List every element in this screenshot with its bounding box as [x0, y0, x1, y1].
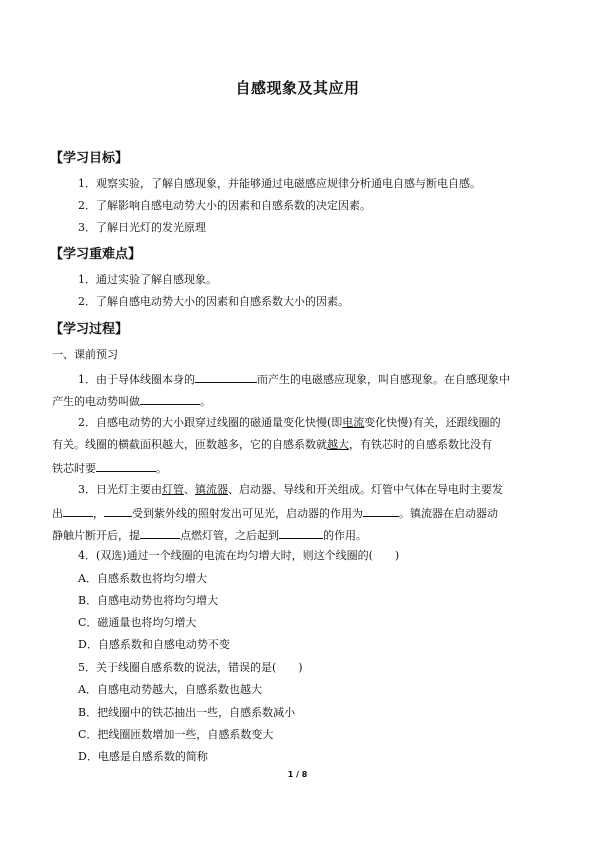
fill-blank — [279, 527, 323, 539]
fill-blank — [140, 393, 200, 405]
question-5-option-a: A．自感电动势越大，自感系数也越大 — [78, 683, 262, 696]
fill-blank — [104, 505, 132, 517]
question-4-option-d: D．自感系数和自感电动势不变 — [78, 638, 230, 651]
question-1-line-2: 产生的电动势叫做 。 — [52, 395, 211, 408]
page-number: 1 / 8 — [287, 770, 308, 779]
question-4-option-c: C．磁通量也将均匀增大 — [78, 616, 197, 629]
question-2-line-1: 2．自感电动势的大小跟穿过线圈的磁通量变化快慢(即电流变化快慢)有关，还跟线圈的 — [78, 416, 501, 429]
question-3-line-3: 静触片断开后，提 点燃灯管，之后起到 的作用。 — [52, 529, 367, 542]
question-5-option-b: B．把线圈中的铁芯抽出一些，自感系数减小 — [78, 706, 296, 719]
goal-item-3: 3．了解日光灯的发光原理 — [78, 221, 206, 234]
document-title: 自感现象及其应用 — [235, 79, 360, 97]
question-1-line-1: 1．由于导体线圈本身的 而产生的电磁感应现象，叫自感现象。在自感现象中 — [78, 373, 510, 386]
fill-blank — [195, 371, 257, 383]
question-5-stem: 5．关于线圈自感系数的说法，错误的是( ) — [78, 661, 303, 674]
fill-blank — [363, 505, 399, 517]
question-5-option-c: C．把线圈匝数增加一些，自感系数变大 — [78, 728, 274, 741]
question-4-option-b: B．自感电动势也将均匀增大 — [78, 594, 219, 607]
section-heading-process: 【学习过程】 — [50, 322, 129, 337]
fill-blank — [140, 527, 180, 539]
fill-blank — [96, 460, 156, 472]
question-4-option-a: A．自感系数也将均匀增大 — [78, 572, 207, 585]
question-4-stem: 4．(双选)通过一个线圈的电流在均匀增大时，则这个线圈的( ) — [78, 549, 400, 562]
subheading-preview: 一、课前预习 — [52, 348, 118, 361]
key-point-item-1: 1．通过实验了解自感现象。 — [78, 273, 217, 286]
question-3-line-2: 出 ， 受到紫外线的照射发出可见光，启动器的作用为 。镇流器在启动器动 — [52, 507, 498, 520]
section-heading-goals: 【学习目标】 — [50, 151, 129, 166]
section-heading-key-points: 【学习重难点】 — [50, 247, 142, 262]
question-3-line-1: 3．日光灯主要由灯管、镇流器、启动器、导线和开关组成。灯管中气体在导电时主要发 — [78, 483, 503, 496]
question-2-line-2: 有关。线圈的横截面积越大，匝数越多，它的自感系数就越大，有铁芯时的自感系数比没有 — [52, 438, 492, 451]
fill-blank — [63, 505, 93, 517]
goal-item-1: 1．观察实验，了解自感现象，并能够通过电磁感应规律分析通电自感与断电自感。 — [78, 177, 481, 190]
question-5-option-d: D．电感是自感系数的简称 — [78, 750, 208, 763]
key-point-item-2: 2．了解自感电动势大小的因素和自感系数大小的因素。 — [78, 295, 349, 308]
question-2-line-3: 铁芯时要 。 — [52, 462, 167, 475]
goal-item-2: 2．了解影响自感电动势大小的因素和自感系数的决定因素。 — [78, 199, 371, 212]
